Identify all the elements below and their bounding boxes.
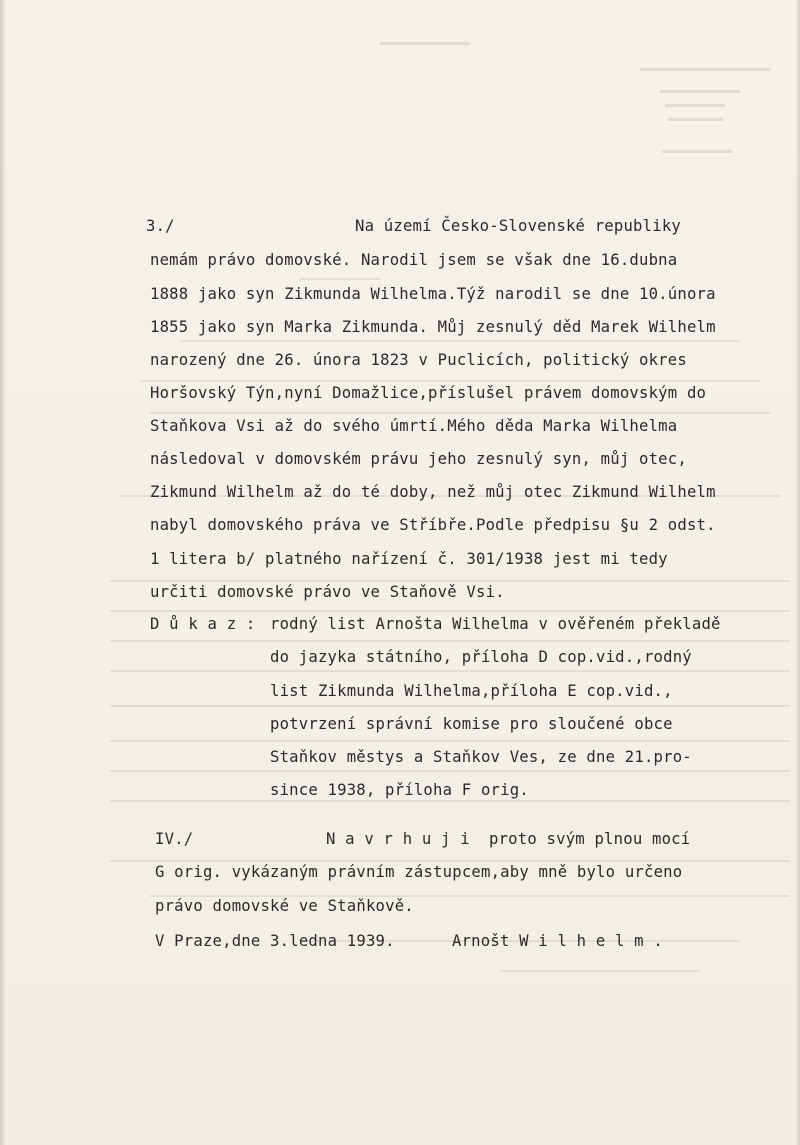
text-line: 1 litera b/ platného nařízení č. 301/1938 jest mi tedy (150, 550, 668, 568)
text-line: určiti domovské právo ve Staňově Vsi. (150, 583, 505, 601)
reverse-text-bleed (300, 278, 380, 280)
paper-edge-right (795, 0, 800, 1145)
evidence-line: list Zikmunda Wilhelma,příloha E cop.vid., (270, 682, 673, 700)
section-number: IV./ (155, 830, 194, 848)
text-line: Zikmund Wilhelm až do té doby, než můj otec Zikmund Wilhelm (150, 483, 716, 501)
text-line: narozený dne 26. února 1823 v Puclicích, politický okres (150, 351, 687, 369)
text-line: právo domovské ve Staňkově. (155, 897, 414, 915)
letterhead-bleed (668, 118, 723, 121)
letterhead-bleed (660, 90, 740, 93)
letterhead-bleed (380, 42, 470, 45)
reverse-text-bleed (110, 770, 790, 772)
letterhead-bleed (665, 104, 725, 107)
reverse-text-bleed (110, 705, 790, 707)
text-line: N a v r h u j i proto svým plnou mocí (326, 830, 691, 848)
reverse-text-bleed (110, 640, 790, 642)
reverse-text-bleed (110, 740, 790, 742)
reverse-text-bleed (150, 412, 770, 414)
evidence-line: rodný list Arnošta Wilhelma v ověřeném překladě (270, 615, 721, 633)
place-date: V Praze,dne 3.ledna 1939. (155, 932, 395, 950)
reverse-text-bleed (110, 670, 790, 672)
reverse-text-bleed (500, 970, 700, 972)
reverse-text-bleed (140, 380, 760, 382)
evidence-label: D ů k a z : (150, 615, 256, 633)
paper-edge-left (0, 0, 6, 1145)
text-line: Horšovský Týn,nyní Domažlice,příslušel právem domovským do (150, 384, 707, 402)
text-line: následoval v domovském právu jeho zesnulý syn, můj otec, (150, 450, 687, 468)
text-line: nabyl domovského práva ve Stříbře.Podle předpisu §u 2 odst. (150, 516, 716, 534)
text-line: G orig. vykázaným právním zástupcem,aby mně bylo určeno (155, 863, 683, 881)
reverse-text-bleed (110, 610, 790, 612)
evidence-line: since 1938, příloha F orig. (270, 781, 529, 799)
text-line: nemám právo domovské. Narodil jsem se však dne 16.dubna (150, 251, 678, 269)
text-line: Na území Česko-Slovenské republiky (355, 217, 681, 235)
letterhead-bleed (640, 68, 770, 71)
evidence-line: Staňkov městys a Staňkov Ves, ze dne 21.pro- (270, 748, 692, 766)
text-line: 1855 jako syn Marka Zikmunda. Můj zesnulý děd Marek Wilhelm (150, 318, 716, 336)
section-number: 3./ (146, 217, 175, 235)
reverse-text-bleed (110, 800, 790, 802)
letterhead-bleed (662, 150, 732, 153)
signature: Arnošt W i l h e l m . (452, 932, 663, 950)
evidence-line: do jazyka státního, příloha D cop.vid.,rodný (270, 648, 692, 666)
text-line: Staňkova Vsi až do svého úmrtí.Mého děda Marka Wilhelma (150, 417, 678, 435)
text-line: 1888 jako syn Zikmunda Wilhelma.Týž narodil se dne 10.února (150, 285, 716, 303)
reverse-text-bleed (180, 340, 740, 342)
evidence-line: potvrzení správní komise pro sloučené obce (270, 715, 673, 733)
